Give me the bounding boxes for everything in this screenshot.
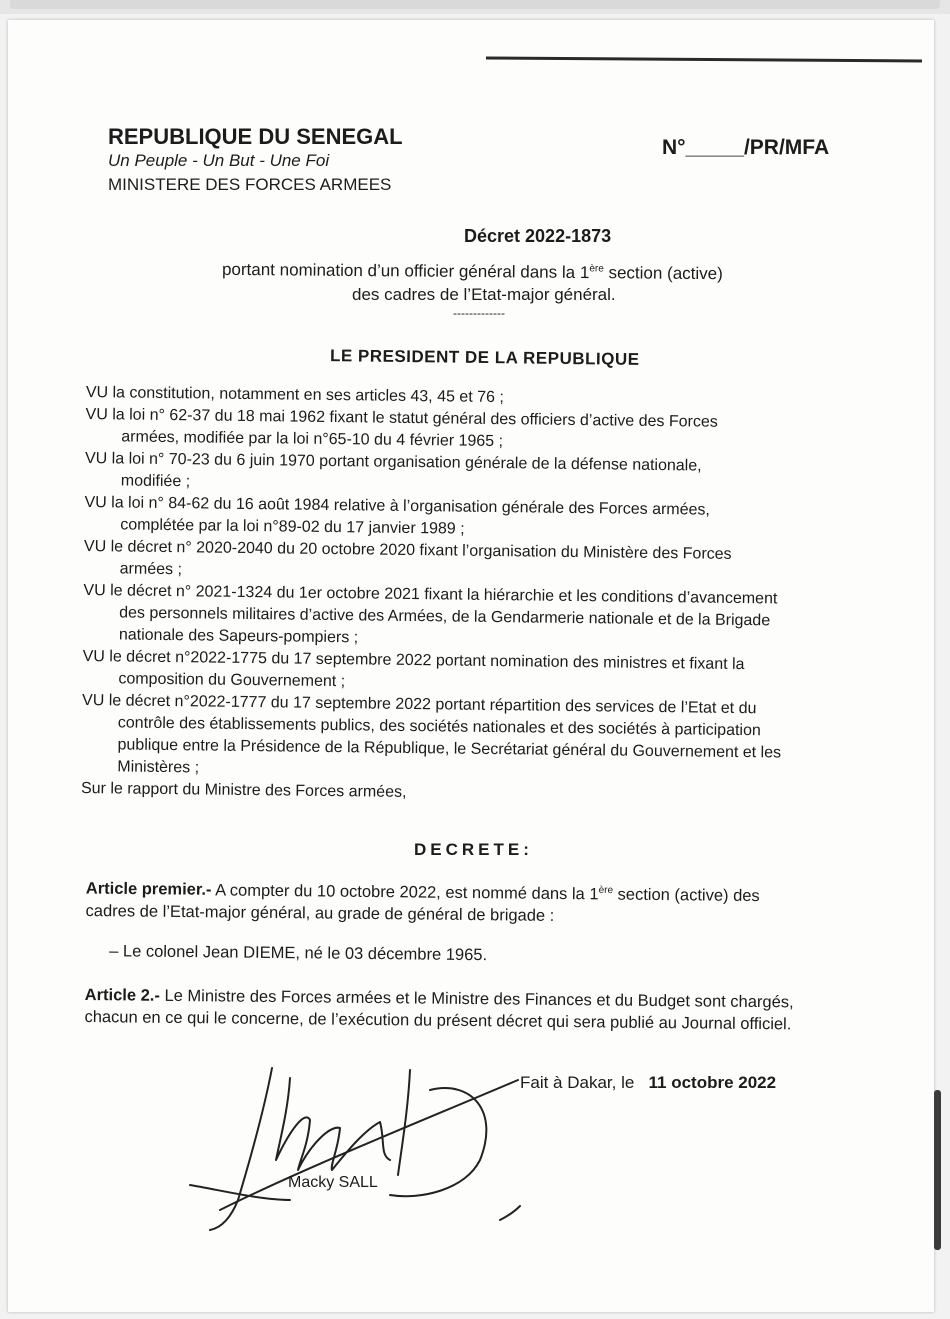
place-and-date — [520, 1073, 776, 1093]
decrete-heading: DECRETE: — [414, 840, 533, 859]
visa-line: VU le décret n°2022-1777 du 17 septembre 2022 portant répartition des services de l’Etat et du — [82, 691, 757, 718]
visa-item — [83, 580, 884, 656]
country-title: REPUBLIQUE DU SENEGAL — [108, 124, 403, 149]
decree-object-text-1: portant nomination d’un officier général dans la 1ère section (active) — [221, 259, 723, 284]
authority-heading: LE PRESIDENT DE LA REPUBLIQUE — [329, 346, 640, 369]
visa-line: VU la constitution, notamment en ses articles 43, 45 et 76 ; — [85, 383, 504, 407]
article-2 — [84, 983, 874, 1035]
national-motto: Un Peuple - Un But - Une Foi — [108, 151, 330, 170]
visa-line: armées ; — [119, 560, 183, 579]
signatory-name: Macky SALL — [288, 1174, 378, 1191]
visa-line: VU la loi n° 70-23 du 6 juin 1970 portant organisation générale de la défense nationale, — [84, 449, 702, 475]
article-1-heading: Article premier.- — [85, 879, 212, 899]
handwritten-signature — [180, 1050, 540, 1240]
visas-list — [81, 382, 886, 788]
scrollbar[interactable] — [934, 1090, 941, 1250]
visas-block — [81, 382, 886, 810]
decree-object-line-2: des cadres de l’Etat-major général. — [352, 285, 616, 304]
visa-line: complétée par la loi n°89-02 du 17 janvier 1989 ; — [120, 516, 465, 538]
signing-date: 11 octobre 2022 — [648, 1073, 777, 1092]
visa-line: des personnels militaires d’active des Armées, de la Gendarmerie nationale et de la Brigade — [119, 604, 771, 630]
visa-line: VU la loi n° 84-62 du 16 août 1984 relative à l’organisation générale des Forces armées, — [84, 493, 711, 519]
visa-line: Ministères ; — [117, 758, 200, 777]
visa-line: nationale des Sapeurs-pompiers ; — [118, 626, 359, 647]
decree-number: Décret 2022-1873 — [464, 226, 612, 246]
visa-line: contrôle des établissements publics, des sociétés nationales et des sociétés à participation — [117, 714, 761, 740]
reference-number: N°_____/PR/MFA — [662, 136, 830, 159]
visa-line: VU la loi n° 62-37 du 18 mai 1962 fixant le statut général des officiers d’active des Forces — [85, 405, 718, 431]
rapport-line: Sur le rapport du Ministre des Forces armées, — [80, 779, 407, 801]
article-2-line-2: chacun en ce qui le concerne, de l’exécution du présent décret qui sera publié au Journal officiel. — [84, 1007, 792, 1033]
article-1 — [86, 874, 876, 930]
article-2-text-1: Le Ministre des Forces armées et le Ministre des Finances et du Budget sont chargés, — [164, 986, 794, 1011]
visa-line: modifiée ; — [120, 472, 191, 491]
visa-line: VU le décret n° 2020-2040 du 20 octobre 2020 fixant l’organisation du Ministère des Forces — [83, 537, 732, 563]
browser-top-bar — [0, 0, 950, 14]
visa-line: VU le décret n°2022-1775 du 17 septembre 2022 portant nomination des ministres et fixant la — [82, 647, 745, 674]
article-1-line-2: cadres de l’Etat-major général, au grade de général de brigade : — [85, 901, 555, 925]
ministry-name: MINISTERE DES FORCES ARMEES — [108, 175, 392, 194]
visa-line: armées, modifiée par la loi n°65-10 du 4 février 1965 ; — [121, 428, 504, 451]
visa-line: VU le décret n° 2021-1324 du 1er octobre 2021 fixant la hiérarchie et les conditions d’avancement — [83, 581, 778, 608]
visa-item — [81, 690, 882, 788]
top-strip — [10, 0, 940, 9]
appointee-item: – Le colonel Jean DIEME, né le 03 décembre 1965. — [109, 941, 488, 964]
place-text: Fait à Dakar, le — [520, 1073, 635, 1092]
article-1-text-1: A compter du 10 octobre 2022, est nommé dans la 1ère section (active) des — [215, 880, 760, 905]
visa-line: composition du Gouvernement ; — [118, 670, 346, 691]
title-separator: ------------- — [453, 306, 505, 320]
article-2-heading: Article 2.- — [84, 985, 161, 1005]
articles-block — [84, 874, 876, 1036]
visa-line: publique entre la Présidence de la République, le Secrétariat général du Gouvernement et les — [117, 736, 782, 762]
